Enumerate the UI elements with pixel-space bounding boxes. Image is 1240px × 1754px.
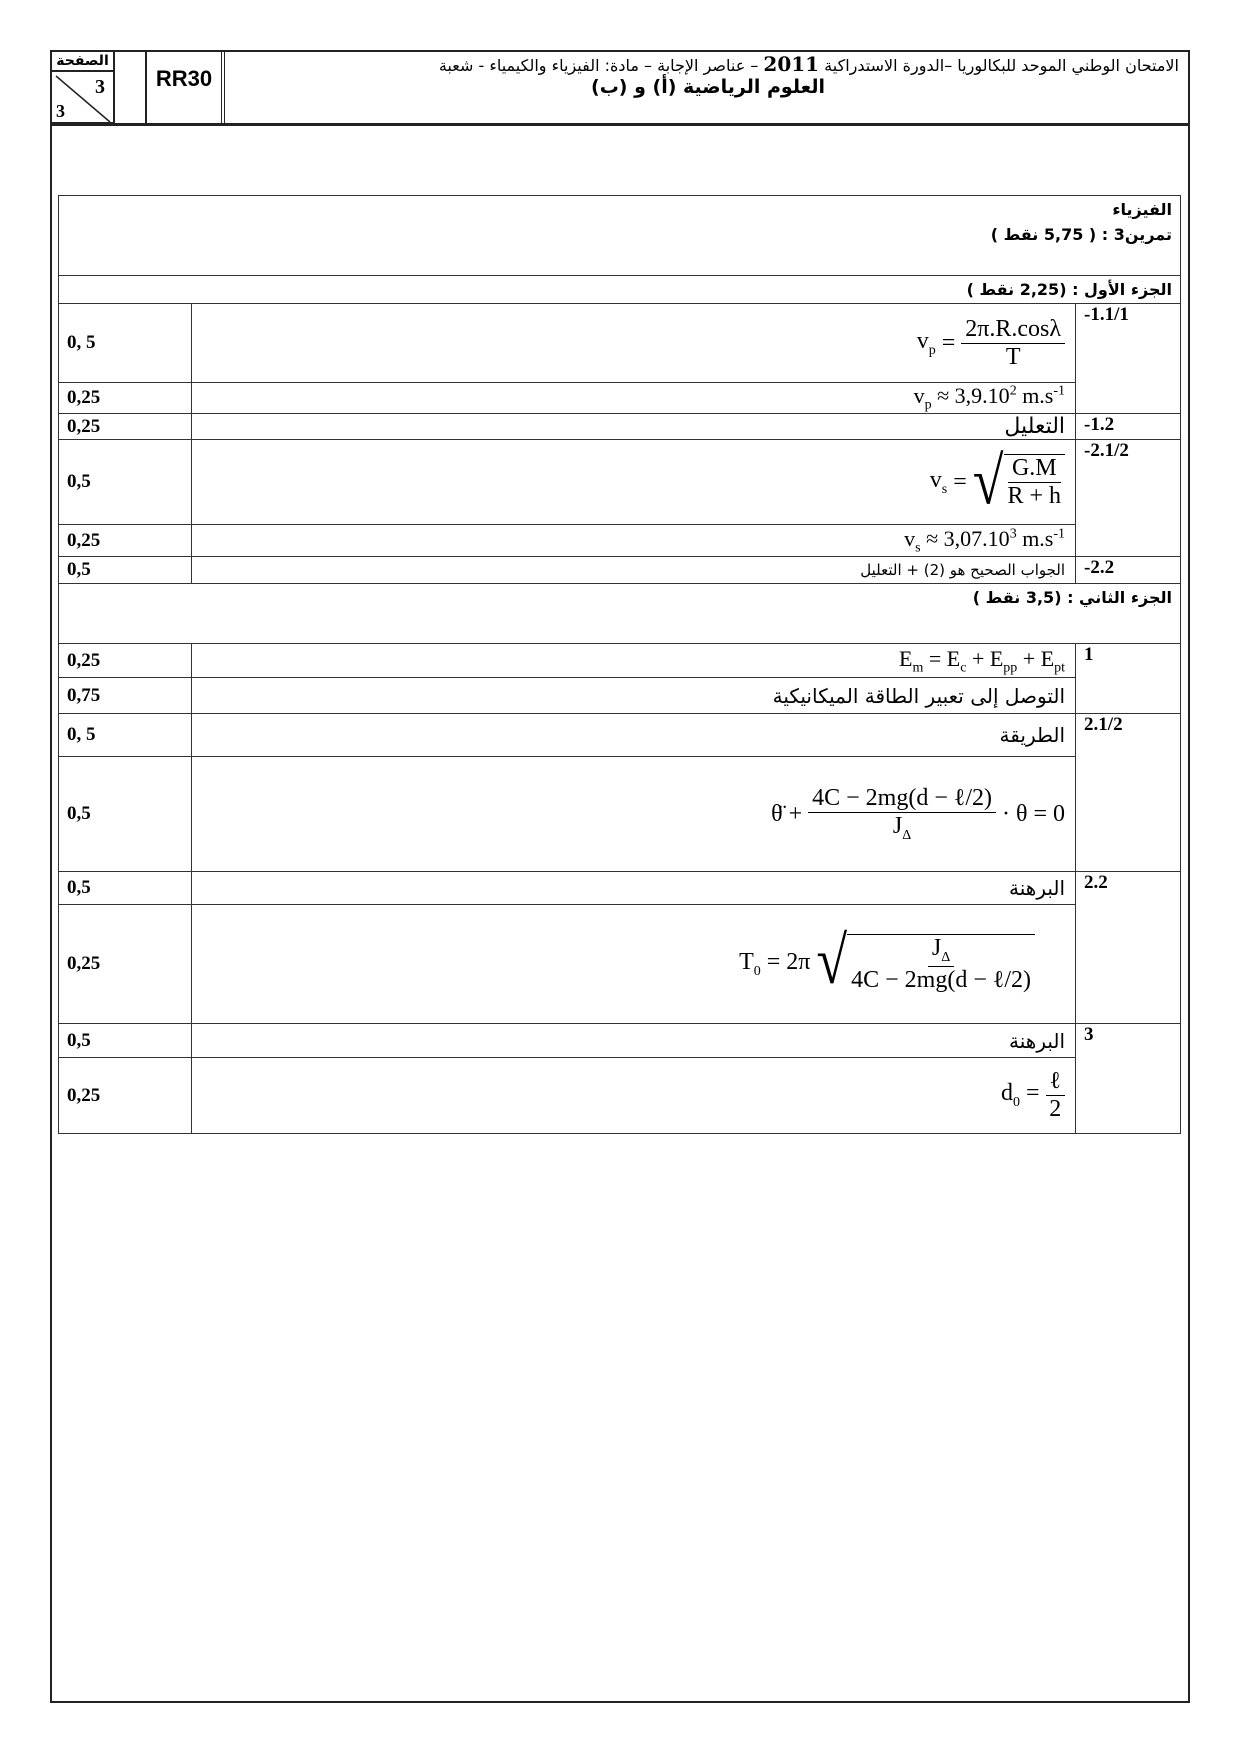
question-number: -2.2 (1076, 557, 1181, 584)
table-row (59, 440, 1181, 525)
question-number: 2.2 (1076, 872, 1181, 1024)
table-row (59, 1024, 1181, 1058)
table-row (59, 872, 1181, 905)
formula-period: $T_0 = 2\pi$ √ $\frac{J_\Delta}{\text{4C − 2mg(d − ℓ/2)}}$ (191, 905, 1075, 1024)
score: 0, 5 (59, 304, 192, 383)
page-current: 3 (95, 76, 105, 98)
subject-title: الفيزياء (1112, 200, 1172, 219)
exercise-header (59, 196, 1181, 276)
part2-header: الجزء الثاني : (3,5 نقط ) (59, 584, 1181, 644)
answer-text: البرهنة (191, 872, 1075, 905)
question-number: 2.1/2 (1076, 714, 1181, 872)
exam-year: 2011 (763, 52, 820, 76)
score: 0,75 (59, 678, 192, 714)
formula-vp: $v_p$ = $\frac{2\pi.R.\cos\lambda}{T}$ (191, 304, 1075, 383)
answer-table (58, 195, 1181, 1134)
answer-text: الطريقة (191, 714, 1075, 757)
page-number-box (52, 52, 115, 124)
score: 0,5 (59, 557, 192, 584)
title-part-b: – عناصر الإجابة – مادة: الفيزياء والكيمياء - شعبة (438, 56, 764, 75)
table-row (59, 383, 1181, 414)
table-row (59, 1058, 1181, 1134)
table-row (59, 414, 1181, 440)
question-number: -1.2 (1076, 414, 1181, 440)
title-part-a: الامتحان الوطني الموحد للبكالوريا –الدورة الاستدراكية (824, 56, 1179, 75)
table-row (59, 304, 1181, 383)
table-row (59, 644, 1181, 678)
answer-text: الجواب الصحيح هو (2) + التعليل (191, 557, 1075, 584)
question-number: -1.1/1 (1076, 304, 1181, 414)
table-row (59, 678, 1181, 714)
score: 0,5 (59, 440, 192, 525)
table-row (59, 757, 1181, 872)
score: 0,5 (59, 757, 192, 872)
answer-text: التعليل (191, 414, 1075, 440)
exam-code: RR30 (145, 52, 225, 124)
formula-vs: $v_s$ = √ $\frac{G.M}{R + h}$ (191, 440, 1075, 525)
part1-header: الجزء الأول : (2,25 نقط ) (59, 276, 1181, 304)
page-total: 3 (56, 101, 65, 121)
score: 0, 5 (59, 714, 192, 757)
stream-name: العلوم الرياضية (أ) و (ب) (591, 76, 825, 98)
question-number: 3 (1076, 1024, 1181, 1134)
exercise-title: تمرين3 : ( 5,75 نقط ) (990, 225, 1172, 244)
result-vs: $v_s \approx 3,07.10^3$ $m.s^{-1}$ (191, 525, 1075, 557)
table-row (59, 525, 1181, 557)
score: 0,5 (59, 872, 192, 905)
score: 0,25 (59, 1058, 192, 1134)
score: 0,25 (59, 525, 192, 557)
exam-title (229, 52, 1187, 124)
table-row (59, 905, 1181, 1024)
question-number: 1 (1076, 644, 1181, 714)
formula-d0: $d_0$ = $\frac{\text{ℓ}}{2}$ (191, 1058, 1075, 1134)
score: 0,5 (59, 1024, 192, 1058)
score: 0,25 (59, 383, 192, 414)
result-vp: $v_p \approx 3,9.10^2$ $m.s^{-1}$ (191, 383, 1075, 414)
formula-diff-eq: θ̈ + $\frac{\text{4C − 2mg(d − ℓ/2)}}{J_\Delta}$ · θ = 0 (191, 757, 1075, 872)
score: 0,25 (59, 905, 192, 1024)
score: 0,25 (59, 644, 192, 678)
score: 0,25 (59, 414, 192, 440)
page-label: الصفحة (52, 52, 113, 72)
table-row (59, 714, 1181, 757)
question-number: -2.1/2 (1076, 440, 1181, 557)
answer-text: البرهنة (191, 1024, 1075, 1058)
table-row (59, 557, 1181, 584)
formula-em: $E_m = E_c + E_{pp} + E_{pt}$ (191, 644, 1075, 678)
answer-text: التوصل إلى تعبير الطاقة الميكانيكية (191, 678, 1075, 714)
